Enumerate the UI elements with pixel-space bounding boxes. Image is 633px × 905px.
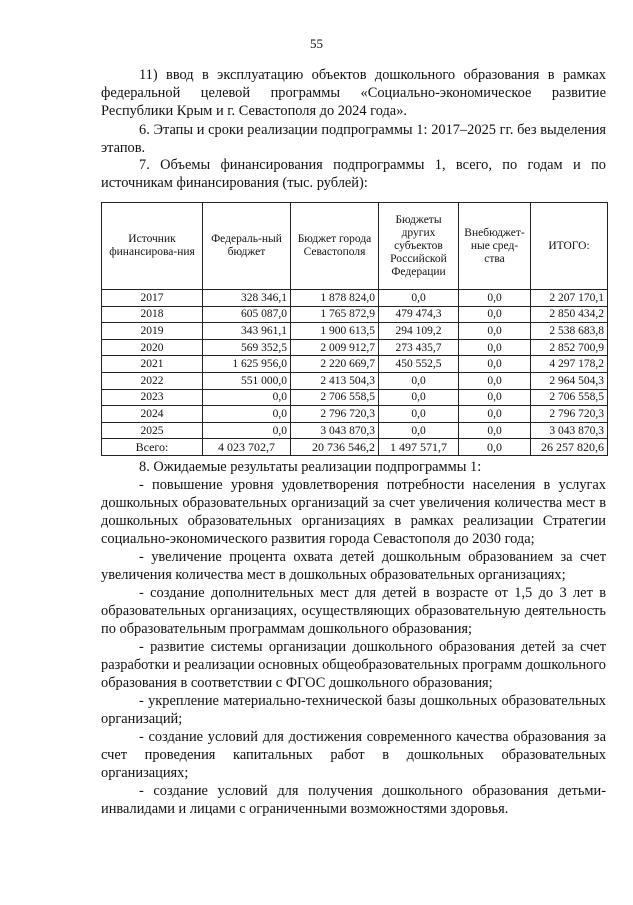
page-number: 55 <box>310 36 323 51</box>
table-row <box>102 372 608 389</box>
paragraph-item-11: 11) ввод в эксплуатацию объектов дошкольного образования в рамках федеральной целевой программы «Социально-экономическое развитие Республики Крым и г. Севастополя до 2024 года». <box>101 67 606 119</box>
list-item: - повышение уровня удовлетворения потребности населения в услугах дошкольных образовательных организаций за счет увеличения количества мест в дошкольных образовательных организациях в рамках реализации Стратегии социально-экономического развития города Севастополя до 2030 года; <box>101 477 606 547</box>
paragraph-stages-and-timing: 6. Этапы и сроки реализации подпрограммы 1: 2017–2025 гг. без выделения этапов. <box>101 122 606 156</box>
cell-year: 2024 <box>102 406 203 423</box>
header-federal-budget: Федераль-ный бюджет <box>203 203 291 290</box>
cell-total: 2 964 504,3 <box>531 372 608 389</box>
table-row <box>102 406 608 423</box>
cell-other-subjects: 450 552,5 <box>379 356 459 373</box>
cell-extra-budgetary: 0,0 <box>459 389 531 406</box>
table-row <box>102 290 608 307</box>
cell-sevastopol: 1 900 613,5 <box>291 323 379 340</box>
cell-sevastopol: 2 220 669,7 <box>291 356 379 373</box>
cell-federal: 569 352,5 <box>203 339 291 356</box>
results-heading: 8. Ожидаемые результаты реализации подпрограммы 1: <box>139 459 482 475</box>
paragraph-financing-volumes: 7. Объемы финансирования подпрограммы 1, всего, по годам и по источникам финансирования (тыс. рублей): <box>101 157 606 191</box>
cell-extra-budgetary: 0,0 <box>459 406 531 423</box>
cell-total: 2 706 558,5 <box>531 389 608 406</box>
list-item: - создание условий для достижения современного качества образования за счет проведения капитальных работ в дошкольных образовательных организациях; <box>101 729 606 781</box>
cell-extra-budgetary: 0,0 <box>459 323 531 340</box>
results-list <box>101 476 606 818</box>
table-row <box>102 306 608 323</box>
header-total: ИТОГО: <box>531 203 608 290</box>
cell-other-subjects: 0,0 <box>379 406 459 423</box>
cell-federal: 343 961,1 <box>203 323 291 340</box>
cell-sevastopol: 2 009 912,7 <box>291 339 379 356</box>
cell-year: 2022 <box>102 372 203 389</box>
cell-total: 2 796 720,3 <box>531 406 608 423</box>
cell-total-sevastopol: 20 736 546,2 <box>291 439 379 456</box>
cell-federal: 551 000,0 <box>203 372 291 389</box>
cell-year: 2025 <box>102 422 203 439</box>
cell-sevastopol: 2 706 558,5 <box>291 389 379 406</box>
cell-federal: 0,0 <box>203 389 291 406</box>
list-item: - укрепление материально-технической базы дошкольных образовательных организаций; <box>101 693 606 727</box>
cell-sevastopol: 2 413 504,3 <box>291 372 379 389</box>
cell-extra-budgetary: 0,0 <box>459 422 531 439</box>
financing-table <box>101 202 608 456</box>
cell-extra-budgetary: 0,0 <box>459 372 531 389</box>
cell-year: 2017 <box>102 290 203 307</box>
cell-year: 2018 <box>102 306 203 323</box>
cell-total: 2 850 434,2 <box>531 306 608 323</box>
header-other-subjects-budget: Бюджеты других субъектов Российской Федерации <box>379 203 459 290</box>
cell-total: 2 538 683,8 <box>531 323 608 340</box>
cell-federal: 1 625 956,0 <box>203 356 291 373</box>
cell-sevastopol: 1 878 824,0 <box>291 290 379 307</box>
table-row <box>102 422 608 439</box>
cell-year: 2019 <box>102 323 203 340</box>
cell-other-subjects: 273 435,7 <box>379 339 459 356</box>
table-row <box>102 323 608 340</box>
list-item: - создание условий для получения дошкольного образования детьми-инвалидами и лицами с ограниченными возможностями здоровья. <box>101 783 606 817</box>
cell-total: 2 852 700,9 <box>531 339 608 356</box>
cell-federal: 0,0 <box>203 422 291 439</box>
cell-extra-budgetary: 0,0 <box>459 306 531 323</box>
cell-sevastopol: 1 765 872,9 <box>291 306 379 323</box>
cell-federal: 605 087,0 <box>203 306 291 323</box>
table-row <box>102 389 608 406</box>
cell-other-subjects: 294 109,2 <box>379 323 459 340</box>
cell-total: 2 207 170,1 <box>531 290 608 307</box>
cell-other-subjects: 479 474,3 <box>379 306 459 323</box>
table-row <box>102 339 608 356</box>
cell-total-total: 26 257 820,6 <box>531 439 608 456</box>
cell-federal: 0,0 <box>203 406 291 423</box>
cell-federal: 328 346,1 <box>203 290 291 307</box>
cell-other-subjects: 0,0 <box>379 422 459 439</box>
cell-other-subjects: 0,0 <box>379 372 459 389</box>
cell-extra-budgetary: 0,0 <box>459 290 531 307</box>
table-total-row <box>102 439 608 456</box>
list-item: - создание дополнительных мест для детей в возрасте от 1,5 до 3 лет в образовательных организациях, осуществляющих образовательную деятельность по образовательным программам дошкольного образования; <box>101 585 606 637</box>
cell-total: 4 297 178,2 <box>531 356 608 373</box>
cell-sevastopol: 2 796 720,3 <box>291 406 379 423</box>
cell-year: 2021 <box>102 356 203 373</box>
header-source: Источник финансирова-ния <box>102 203 203 290</box>
table-row <box>102 356 608 373</box>
cell-total-label: Всего: <box>102 439 203 456</box>
cell-other-subjects: 0,0 <box>379 290 459 307</box>
header-extra-budgetary: Внебюджет-ные сред-ства <box>459 203 531 290</box>
cell-other-subjects: 0,0 <box>379 389 459 406</box>
header-sevastopol-budget: Бюджет города Севастополя <box>291 203 379 290</box>
cell-extra-budgetary: 0,0 <box>459 356 531 373</box>
list-item: - развитие системы организации дошкольного образования детей за счет разработки и реализации основных общеобразовательных программ дошкольного образования в соответствии с ФГОС дошкольного образования; <box>101 639 606 691</box>
cell-year: 2023 <box>102 389 203 406</box>
cell-total-extra-budgetary: 0,0 <box>459 439 531 456</box>
cell-total-federal: 4 023 702,7 <box>203 439 291 456</box>
cell-total: 3 043 870,3 <box>531 422 608 439</box>
cell-extra-budgetary: 0,0 <box>459 339 531 356</box>
cell-sevastopol: 3 043 870,3 <box>291 422 379 439</box>
list-item: - увеличение процента охвата детей дошкольным образованием за счет увеличения количества мест в дошкольных образовательных организациях; <box>101 549 606 583</box>
cell-year: 2020 <box>102 339 203 356</box>
table-header-row <box>102 203 608 290</box>
cell-total-other-subjects: 1 497 571,7 <box>379 439 459 456</box>
